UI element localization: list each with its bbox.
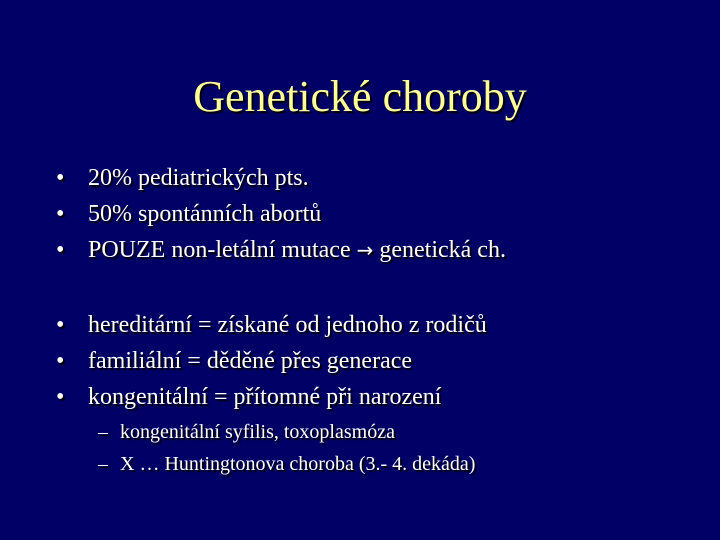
sub-bullet-text: kongenitální syfilis, toxoplasmóza — [120, 421, 395, 443]
bullet-text: 20% pediatrických pts. — [88, 165, 309, 191]
bullet-text-before-arrow: POUZE non-letální mutace — [88, 237, 351, 263]
dash-icon: – — [98, 421, 108, 443]
bullet-icon: • — [56, 348, 65, 374]
bullet-text: kongenitální = přítomné při narození — [88, 384, 442, 410]
slide-title: Genetické choroby — [193, 72, 527, 121]
bullet-icon: • — [56, 165, 65, 191]
bullet-text-after-arrow: genetická ch. — [379, 237, 506, 263]
sub-bullet-text: X … Huntingtonova choroba (3.- 4. dekáda) — [120, 453, 476, 475]
bullet-icon: • — [56, 384, 65, 410]
bullet-icon: • — [56, 237, 65, 263]
bullet-text: hereditární = získané od jednoho z rodičů — [88, 312, 487, 338]
bullet-icon: • — [56, 312, 65, 338]
right-arrow-icon: → — [356, 238, 374, 262]
bullet-text: familiální = děděné přes generace — [88, 348, 413, 374]
dash-icon: – — [98, 453, 108, 475]
bullet-text — [88, 232, 506, 268]
bullet-icon: • — [56, 201, 65, 227]
bullet-text: 50% spontánních abortů — [88, 201, 322, 227]
